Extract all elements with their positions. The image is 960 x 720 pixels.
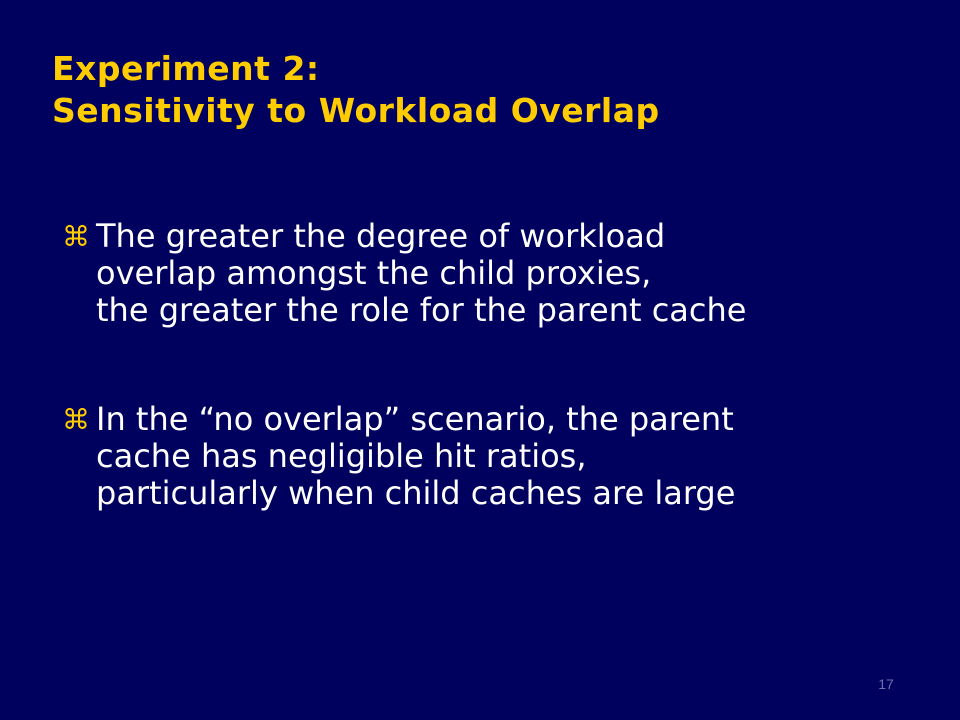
slide-number: 17 <box>878 676 894 692</box>
bullet-line: In the “no overlap” scenario, the parent <box>96 400 734 438</box>
command-key-bullet-icon: ⌘ <box>62 220 90 253</box>
bullet-line: particularly when child caches are large <box>96 474 736 512</box>
slide-title-line-1: Experiment 2: <box>52 49 320 88</box>
slide-title <box>52 48 912 132</box>
bullet-item <box>62 218 922 329</box>
bullet-item <box>62 401 922 512</box>
bullet-line: the greater the role for the parent cache <box>96 291 747 329</box>
bullet-line: cache has negligible hit ratios, <box>96 437 587 475</box>
bullet-line: The greater the degree of workload <box>96 217 666 255</box>
slide-title-line-2: Sensitivity to Workload Overlap <box>52 91 660 130</box>
bullet-list <box>62 218 922 584</box>
command-key-bullet-icon: ⌘ <box>62 403 90 436</box>
bullet-line: overlap amongst the child proxies, <box>96 254 652 292</box>
